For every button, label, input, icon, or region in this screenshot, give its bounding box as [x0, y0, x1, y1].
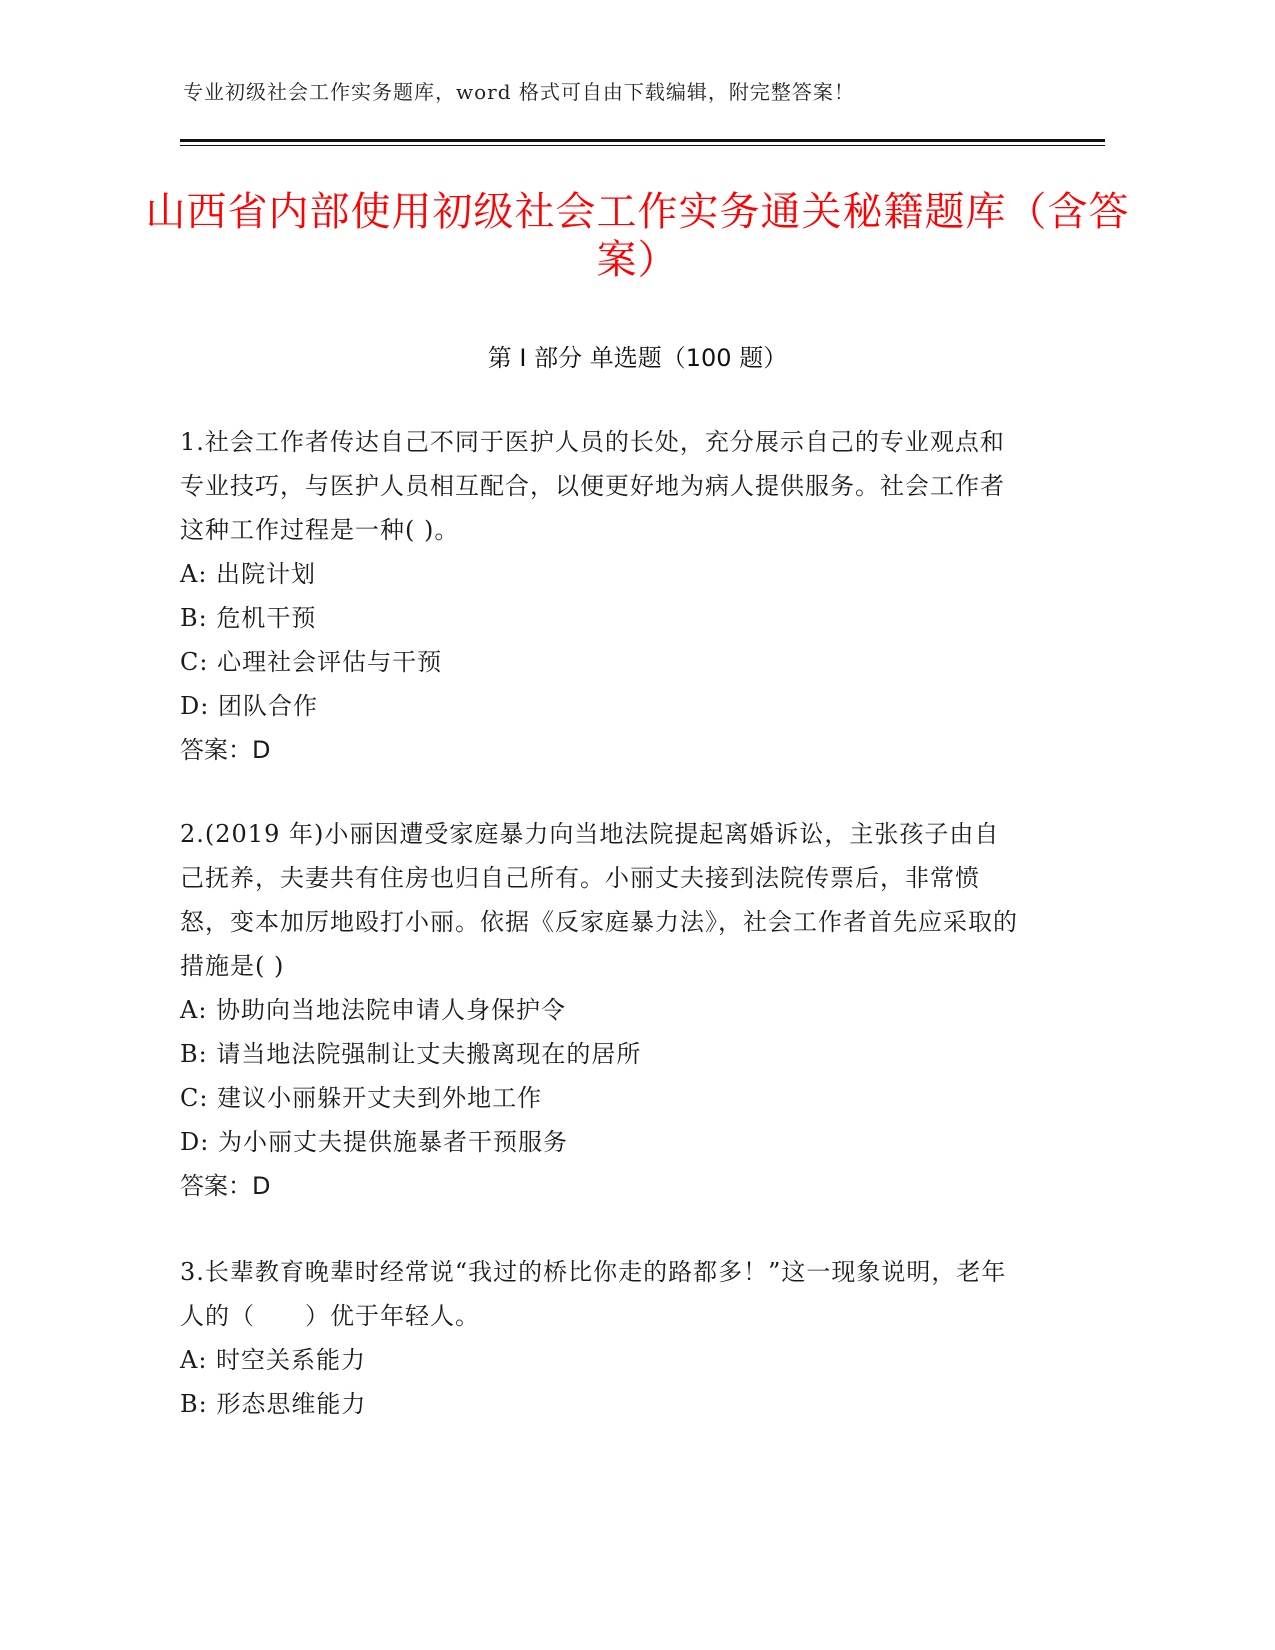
option-b: B: 请当地法院强制让丈夫搬离现在的居所 [180, 1040, 642, 1068]
option-a: A: 时空关系能力 [180, 1346, 367, 1374]
answer: 答案：D [180, 1172, 271, 1200]
answer: 答案：D [180, 736, 271, 764]
section-heading: 第 I 部分 单选题（100 题） [487, 344, 788, 372]
question-stem: 1.社会工作者传达自己不同于医护人员的长处，充分展示自己的专业观点和专业技巧，与医护人员相互配合，以便更好地为病人提供服务。社会工作者这种工作过程是一种( )。 [180, 428, 1005, 544]
document-title: 山西省内部使用初级社会工作实务通关秘籍题库（含答案） [145, 189, 1130, 283]
option-a: A: 出院计划 [180, 560, 317, 588]
option-d: D: 为小丽丈夫提供施暴者干预服务 [180, 1128, 568, 1156]
question-stem: 2.(2019 年)小丽因遭受家庭暴力向当地法院提起离婚诉讼，主张孩子由自己抚养，夫妻共有住房也归自己所有。小丽丈夫接到法院传票后，非常愤怒，变本加厉地殴打小丽。依据《反家庭暴力法》，社会工作者首先应采取的措施是( ) [180, 820, 1018, 980]
option-c: C: 心理社会评估与干预 [180, 648, 443, 676]
header-divider-thin [180, 145, 1105, 146]
option-b: B: 危机干预 [180, 604, 317, 632]
option-d: D: 团队合作 [180, 692, 318, 720]
header-divider [180, 139, 1105, 142]
option-c: C: 建议小丽躲开丈夫到外地工作 [180, 1084, 543, 1112]
option-a: A: 协助向当地法院申请人身保护令 [180, 996, 567, 1024]
question-block [180, 1250, 1020, 1426]
question-block [180, 812, 1020, 1208]
question-block [180, 420, 1020, 772]
question-stem: 3.长辈教育晚辈时经常说“我过的桥比你走的路都多！”这一现象说明，老年人的（ ）优于年轻人。 [180, 1258, 1007, 1330]
header-note: 专业初级社会工作实务题库，word 格式可自由下载编辑，附完整答案！ [183, 80, 855, 104]
option-b: B: 形态思维能力 [180, 1390, 367, 1418]
